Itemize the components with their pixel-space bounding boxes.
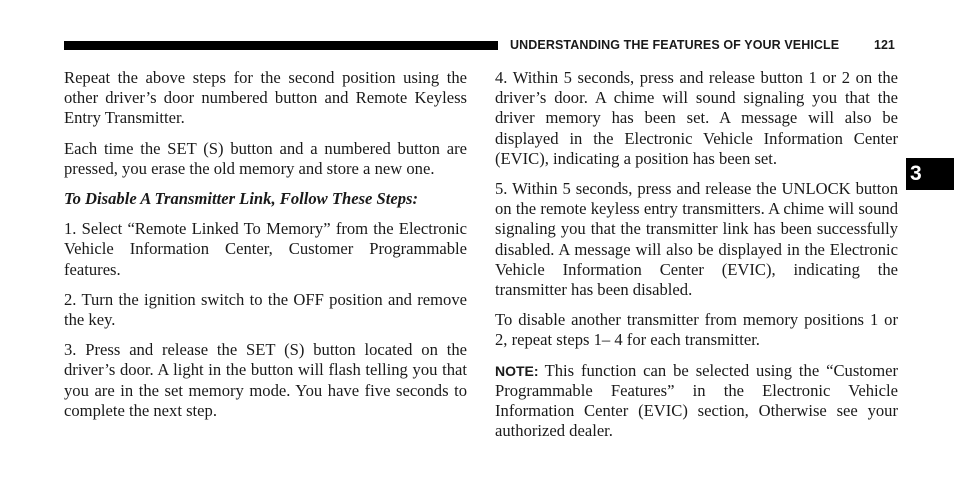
- paragraph-disable-another: To disable another transmitter from memory positions 1 or 2, repeat steps 1– 4 for each transmitter.: [495, 310, 898, 350]
- step-1: 1. Select “Remote Linked To Memory” from the Electronic Vehicle Information Center, Customer Programmable features.: [64, 219, 467, 279]
- paragraph-erase-memory: Each time the SET (S) button and a numbered button are pressed, you erase the old memory and store a new one.: [64, 138, 467, 178]
- step-2: 2. Turn the ignition switch to the OFF position and remove the key.: [64, 289, 467, 330]
- step-5: 5. Within 5 seconds, press and release the UNLOCK button on the remote keyless entry transmitters. A chime will sound signaling you that the transmitter link has been successfully disabled. A message will also be displayed in the Electronic Vehicle Information Center (EVIC), indicating the transmitter has been disabled.: [495, 179, 898, 300]
- chapter-tab-label: 3: [910, 162, 922, 185]
- note-text: This function can be selected using the “Customer Programmable Features” in the Electronic Vehicle Information Center (EVIC) section, Otherwise see your authorized dealer.: [495, 360, 898, 441]
- step-4: 4. Within 5 seconds, press and release button 1 or 2 on the driver’s door. A chime will sound signaling you that the driver memory has been set. A message will also be displayed in the Electronic Vehicle Information Center (EVIC), indicating a position has been set.: [495, 68, 898, 168]
- paragraph-repeat-steps: Repeat the above steps for the second position using the other driver’s door numbered button and Remote Keyless Entry Transmitter.: [64, 68, 467, 128]
- note-label: NOTE:: [495, 362, 539, 379]
- page-number: 121: [874, 38, 895, 52]
- header-rule: [64, 41, 498, 50]
- left-column: [64, 68, 467, 431]
- right-column: [495, 68, 898, 451]
- chapter-tab: [906, 158, 954, 190]
- step-3: 3. Press and release the SET (S) button located on the driver’s door. A light in the button will flash telling you that you are in the set memory mode. You have five seconds to complete the next step.: [64, 340, 467, 420]
- section-subheading: To Disable A Transmitter Link, Follow These Steps:: [64, 189, 419, 209]
- running-header: UNDERSTANDING THE FEATURES OF YOUR VEHICLE: [510, 38, 840, 52]
- note-paragraph: [495, 361, 898, 442]
